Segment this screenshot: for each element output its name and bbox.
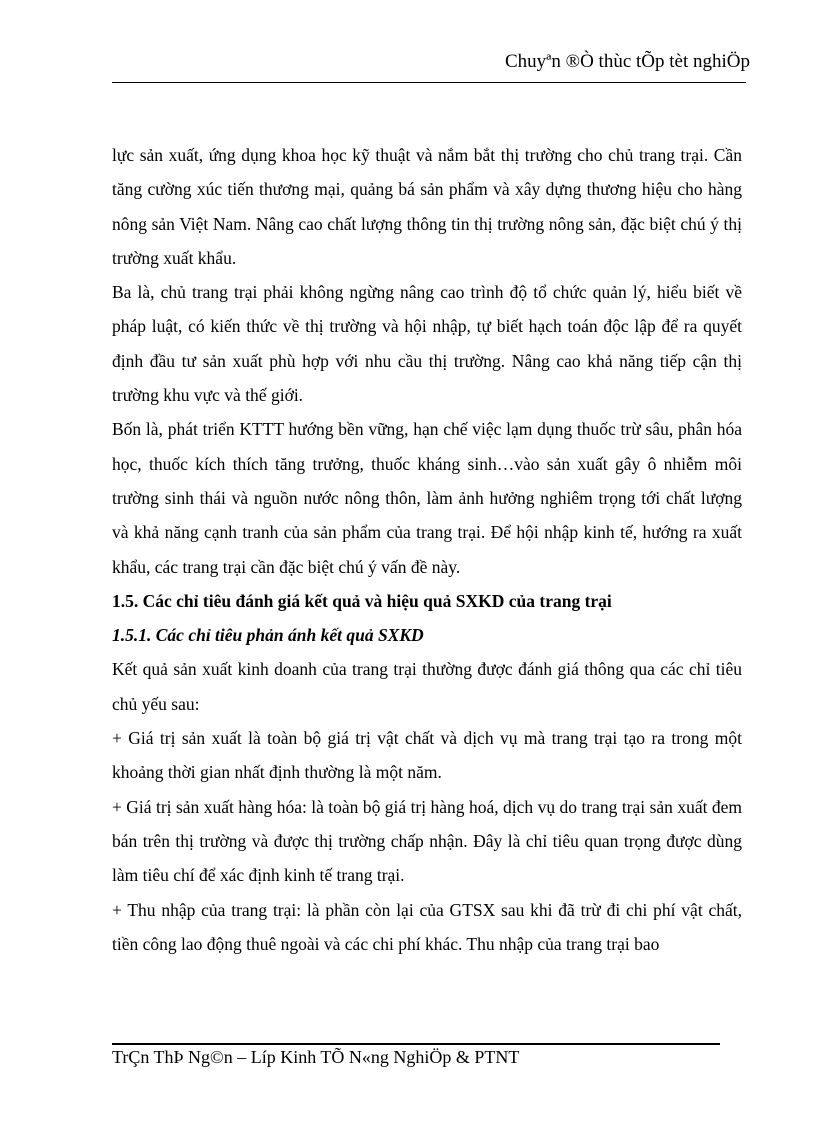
paragraph: Ba là, chủ trang trại phải không ngừng nâng cao trình độ tổ chức quản lý, hiểu biết về pháp luật, có kiến thức về thị trường và hội nhập, tự biết hạch toán độc lập để ra quyết định đầu tư sản xuất phù hợp với nhu cầu thị trường. Nâng cao khả năng tiếp cận thị trường khu vực và thế giới. [112, 282, 742, 406]
document-body [112, 138, 742, 961]
paragraph: + Giá trị sản xuất là toàn bộ giá trị vật chất và dịch vụ mà trang trại tạo ra trong một khoảng thời gian nhất định thường là một năm. [112, 728, 742, 783]
paragraph: + Thu nhập của trang trại: là phần còn lại của GTSX sau khi đã trừ đi chi phí vật chất, tiền công lao động thuê ngoài và các chi phí khác. Thu nhập của trang trại bao [112, 899, 742, 954]
subsection-heading: 1.5.1. Các chỉ tiêu phản ánh kết quả SXKD [112, 625, 424, 646]
page-footer-text: TrÇn ThÞ Ng©n – Líp Kinh TÕ N«ng NghiÖp & PTNT [112, 1047, 520, 1067]
header-divider [112, 82, 746, 83]
paragraph: Kết quả sản xuất kinh doanh của trang trại thường được đánh giá thông qua các chỉ tiêu chủ yếu sau: [112, 659, 742, 714]
paragraph: + Giá trị sản xuất hàng hóa: là toàn bộ giá trị hàng hoá, dịch vụ do trang trại sản xuất đem bán trên thị trường và được thị trường chấp nhận. Đây là chỉ tiêu quan trọng được dùng làm tiêu chí để xác định kinh tế trang trại. [112, 796, 742, 886]
page-header-title: Chuyªn ®Ò thùc tÕp tèt nghiÖp [504, 51, 750, 72]
paragraph: lực sản xuất, ứng dụng khoa học kỹ thuật và nắm bắt thị trường cho chủ trang trại. Cần tăng cường xúc tiến thương mại, quảng bá sản phẩm và xây dựng thương hiệu cho hàng nông sản Việt Nam. Nâng cao chất lượng thông tin thị trường nông sản, đặc biệt chú ý thị trường xuất khẩu. [112, 145, 742, 268]
footer-divider [112, 1043, 720, 1045]
section-heading: 1.5. Các chỉ tiêu đánh giá kết quả và hiệu quả SXKD của trang trại [112, 590, 612, 611]
paragraph: Bốn là, phát triển KTTT hướng bền vững, hạn chế việc lạm dụng thuốc trừ sâu, phân hóa học, thuốc kích thích tăng trưởng, thuốc kháng sinh…vào sản xuất gây ô nhiễm môi trường sinh thái và nguồn nước nông thôn, làm ảnh hưởng nghiêm trọng tới chất lượng và khả năng cạnh tranh của sản phẩm của trang trại. Để hội nhập kinh tế, hướng ra xuất khẩu, các trang trại cần đặc biệt chú ý vấn đề này. [112, 419, 742, 577]
